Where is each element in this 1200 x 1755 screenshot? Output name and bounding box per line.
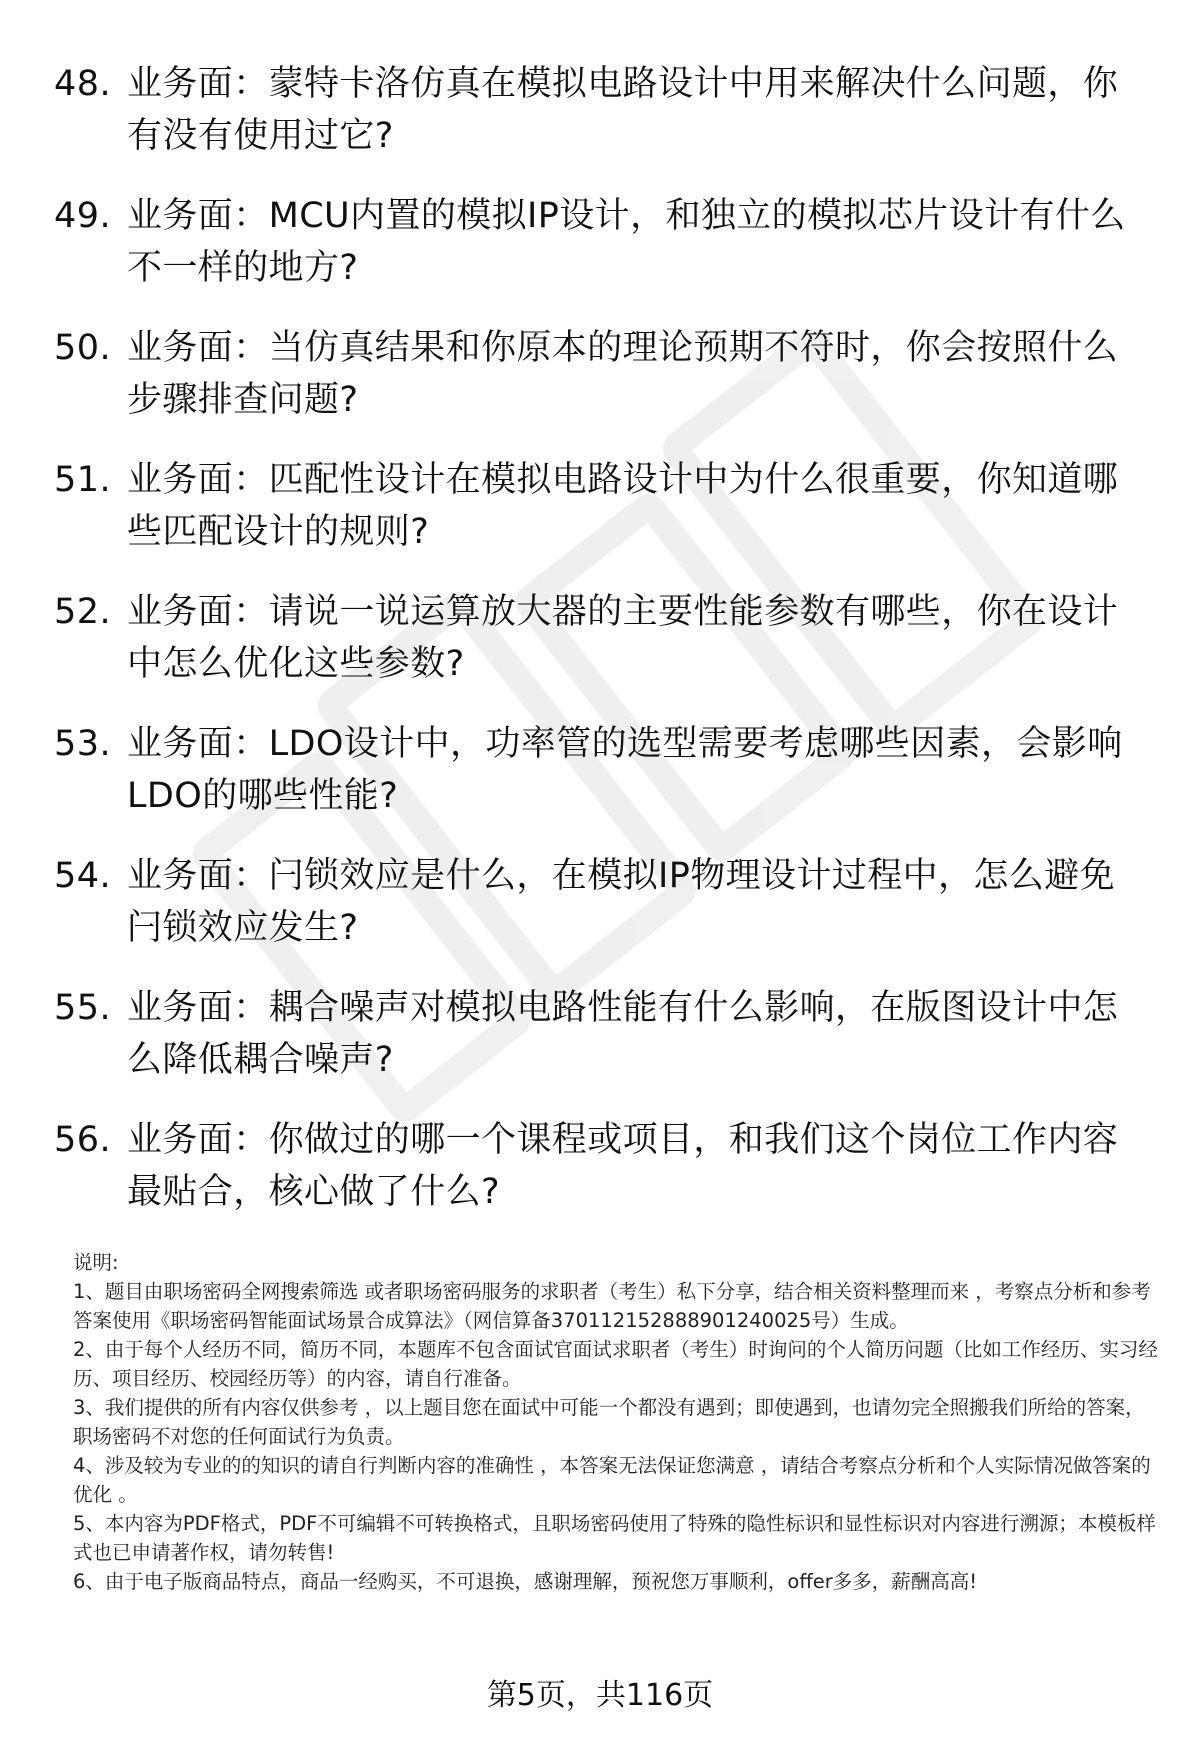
question-item: [0, 580, 1200, 712]
note-item: 2、由于每个人经历不同，简历不同，本题库不包含面试官面试求职者（考生）时询问的个人简历问题（比如工作经历、实习经历、项目经历、校园经历等）的内容，请自行准备。: [73, 1338, 1158, 1390]
question-list: [0, 52, 1200, 1240]
note-item: 1、题目由职场密码全网搜索筛选 或者职场密码服务的求职者（考生）私下分享，结合相关资料整理而来 ，考察点分析和参考答案使用《职场密码智能面试场景合成算法》（网信算备370112152888901240025号）生成。: [73, 1280, 1151, 1332]
question-item: [0, 448, 1200, 580]
note-item: 3、我们提供的所有内容仅供参考 ，以上题目您在面试中可能一个都没有遇到；即使遇到，也请勿完全照搬我们所给的答案，职场密码不对您的任何面试行为负责。: [73, 1396, 1145, 1448]
question-text: 业务面：当仿真结果和你原本的理论预期不符时，你会按照什么步骤排查问题?: [127, 328, 1119, 420]
question-number: 51.: [54, 460, 112, 500]
question-text: 业务面：LDO设计中，功率管的选型需要考虑哪些因素，会影响LDO的哪些性能?: [127, 724, 1123, 816]
question-item: [0, 52, 1200, 184]
note-item: 4、涉及较为专业的的知识的请自行判断内容的准确性 ，本答案无法保证您满意 ，请结合考察点分析和个人实际情况做答案的优化 。: [73, 1454, 1151, 1506]
question-number: 50.: [54, 328, 112, 368]
question-text: 业务面：耦合噪声对模拟电路性能有什么影响，在版图设计中怎么降低耦合噪声?: [127, 988, 1119, 1080]
question-number: 55.: [54, 988, 112, 1028]
question-text: 业务面：你做过的哪一个课程或项目，和我们这个岗位工作内容最贴合，核心做了什么?: [127, 1120, 1119, 1212]
question-number: 48.: [54, 64, 112, 104]
notes-section: [73, 1248, 1163, 1596]
question-item: [0, 844, 1200, 976]
notes-heading: 说明:: [73, 1251, 119, 1274]
page-number: 第5页，共116页: [486, 1678, 714, 1713]
question-text: 业务面：请说一说运算放大器的主要性能参数有哪些，你在设计中怎么优化这些参数?: [127, 592, 1119, 684]
question-item: [0, 184, 1200, 316]
question-number: 56.: [54, 1120, 112, 1160]
question-item: [0, 712, 1200, 844]
question-text: 业务面：MCU内置的模拟IP设计，和独立的模拟芯片设计有什么不一样的地方?: [127, 196, 1126, 288]
question-text: 业务面：闩锁效应是什么，在模拟IP物理设计过程中，怎么避免闩锁效应发生?: [127, 856, 1116, 948]
question-text: 业务面：蒙特卡洛仿真在模拟电路设计中用来解决什么问题，你有没有使用过它?: [127, 64, 1119, 156]
question-item: [0, 1108, 1200, 1240]
question-number: 49.: [54, 196, 112, 236]
question-item: [0, 976, 1200, 1108]
note-item: 6、由于电子版商品特点，商品一经购买，不可退换，感谢理解，预祝您万事顺利，offer多多，薪酬高高!: [73, 1570, 978, 1593]
question-number: 53.: [54, 724, 112, 764]
question-number: 54.: [54, 856, 112, 896]
note-item: 5、本内容为PDF格式，PDF不可编辑不可转换格式，且职场密码使用了特殊的隐性标识和显性标识对内容进行溯源；本模板样式也已申请著作权，请勿转售!: [73, 1512, 1156, 1564]
question-item: [0, 316, 1200, 448]
question-number: 52.: [54, 592, 112, 632]
question-text: 业务面：匹配性设计在模拟电路设计中为什么很重要，你知道哪些匹配设计的规则?: [127, 460, 1119, 552]
